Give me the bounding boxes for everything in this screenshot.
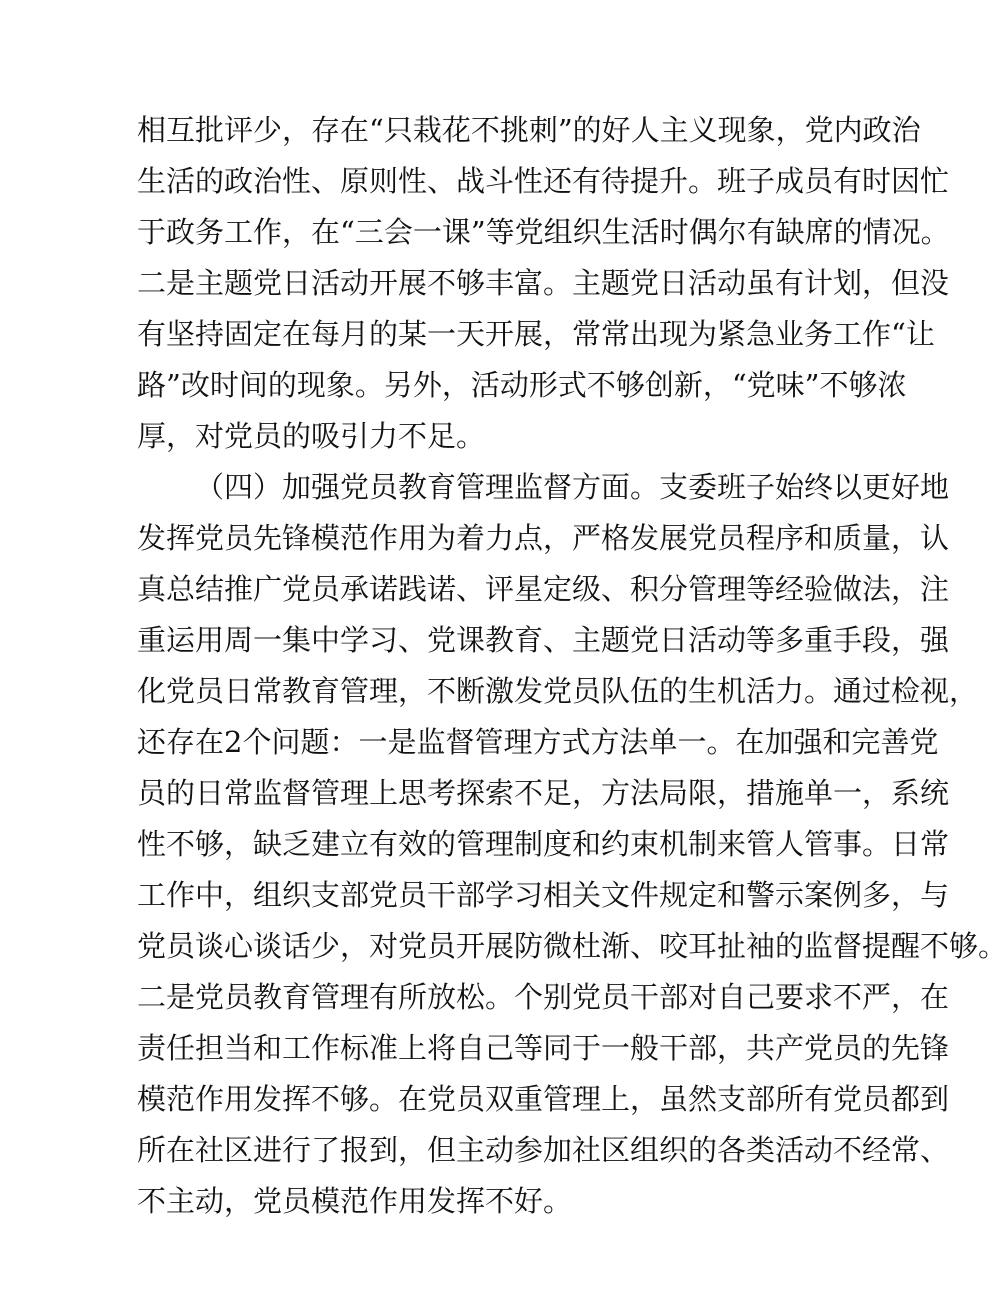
text-line: 责任担当和工作标准上将自己等同于一般干部，共产党员的先锋	[137, 1031, 950, 1065]
text-line: 党员谈心谈话少，对党员开展防微杜渐、咬耳扯袖的监督提醒不够。	[137, 929, 1007, 963]
text-line: 路”改时间的现象。另外，活动形式不够创新，“党味”不够浓	[137, 368, 907, 402]
text-line: 真总结推广党员承诺践诺、评星定级、积分管理等经验做法，注	[137, 572, 950, 606]
text-line: 生活的政治性、原则性、战斗性还有待提升。班子成员有时因忙	[137, 164, 950, 198]
text-line: 化党员日常教育管理，不断激发党员队伍的生机活力。通过检视，	[137, 674, 979, 708]
text-line: 有坚持固定在每月的某一天开展，常常出现为紧急业务工作“让	[137, 317, 935, 351]
text-line: 性不够，缺乏建立有效的管理制度和约束机制来管人管事。日常	[137, 827, 950, 861]
text-line: 相互批评少，存在“只栽花不挑刺”的好人主义现象，党内政治	[137, 113, 921, 147]
text-line: 员的日常监督管理上思考探索不足，方法局限，措施单一，系统	[137, 776, 950, 810]
text-line: 厚，对党员的吸引力不足。	[137, 419, 486, 453]
text-line: 发挥党员先锋模范作用为着力点，严格发展党员程序和质量，认	[137, 521, 950, 555]
section-heading-4: （四）加强党员教育管理监督方面。支委班子始终以更好地	[195, 470, 950, 504]
text-line: 不主动，党员模范作用发挥不好。	[137, 1184, 573, 1218]
text-line: 二是党员教育管理有所放松。个别党员干部对自己要求不严，在	[137, 980, 950, 1014]
text-line: 二是主题党日活动开展不够丰富。主题党日活动虽有计划，但没	[137, 266, 950, 300]
text-line: 于政务工作，在“三会一课”等党组织生活时偶尔有缺席的情况。	[137, 215, 950, 249]
text-line: 工作中，组织支部党员干部学习相关文件规定和警示案例多，与	[137, 878, 950, 912]
text-line: 重运用周一集中学习、党课教育、主题党日活动等多重手段，强	[137, 623, 950, 657]
text-line: 还存在2个问题：一是监督管理方式方法单一。在加强和完善党	[137, 725, 939, 759]
text-line: 模范作用发挥不够。在党员双重管理上，虽然支部所有党员都到	[137, 1082, 950, 1116]
text-line: 所在社区进行了报到，但主动参加社区组织的各类活动不经常、	[137, 1133, 950, 1167]
